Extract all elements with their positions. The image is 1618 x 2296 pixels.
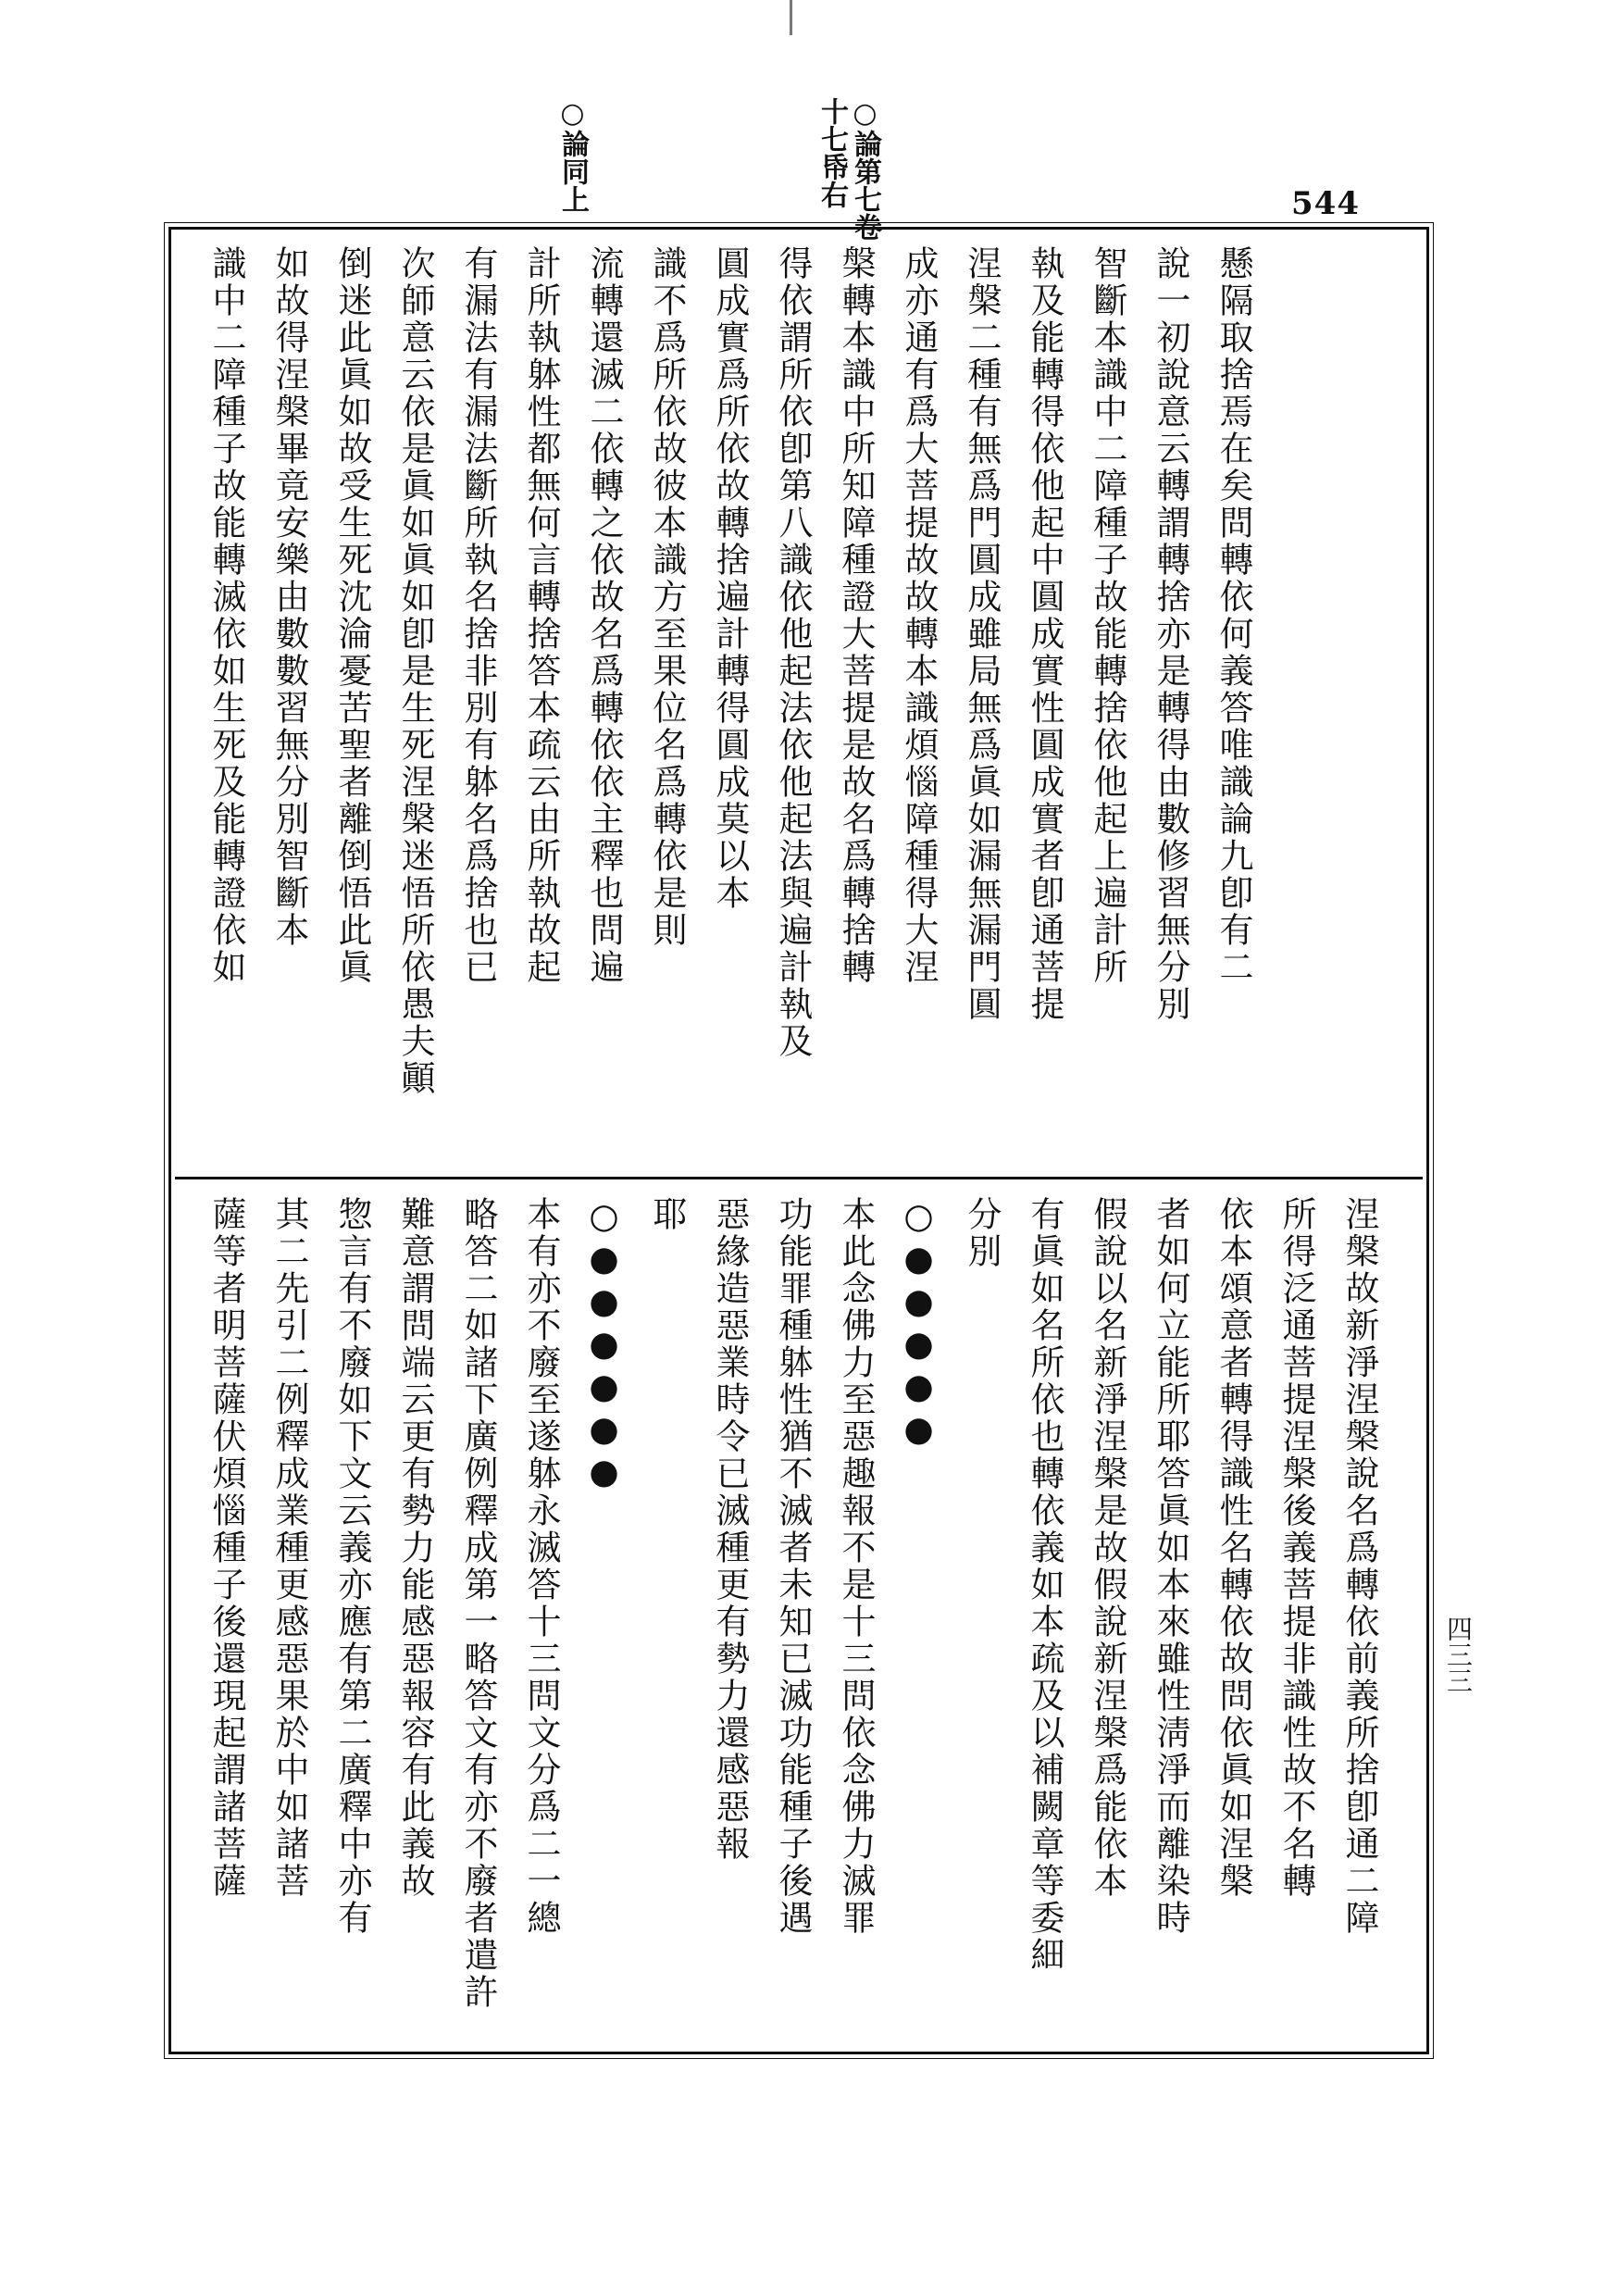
- top-text-columns: [194, 245, 1264, 1162]
- bottom-text-column: 依本頌意者轉得識性名轉依故問依眞如涅槃: [1214, 1196, 1253, 1900]
- bottom-text-column: 薩等者明菩薩伏煩惱種子後還現起謂諸菩薩: [206, 1196, 246, 1900]
- page-number: 544: [1291, 185, 1360, 222]
- bottom-text-column: ○●●●●●: [899, 1196, 939, 1452]
- top-text-column: 有漏法有漏法斷所執名捨非別有躰名爲捨也已: [458, 245, 498, 986]
- top-text-column: 如故得涅槃畢竟安樂由數數習無分別智斷本: [269, 245, 309, 949]
- top-text-column: 智斷本識中二障種子故能轉捨依他起上遍計所: [1088, 245, 1127, 986]
- scan-edge-mark: [790, 0, 792, 35]
- bottom-section: [194, 1196, 1407, 2039]
- top-text-column: 圓成實爲所依故轉捨遍計轉得圓成莫以本: [710, 245, 750, 912]
- top-text-column: 懸隔取捨焉在矣問轉依何義答唯識論九卽有二: [1214, 245, 1253, 986]
- top-text-column: 成亦通有爲大菩提故故轉本識煩惱障種得大涅: [899, 245, 939, 986]
- bottom-text-column: 惣言有不廢如下文云義亦應有第二廣釋中亦有: [332, 1196, 372, 1937]
- top-text-column: 涅槃二種有無爲門圓成雖局無爲眞如漏無漏門圓: [962, 245, 1002, 1023]
- margin-note-line: 十七帋右: [815, 97, 848, 208]
- bottom-text-column: 有眞如名所依也轉依義如本疏及以補闕章等委細: [1025, 1196, 1064, 1974]
- bottom-text-column: 假說以名新淨涅槃是故假說新涅槃爲能依本: [1088, 1196, 1127, 1900]
- top-text-column: 識中二障種子故能轉滅依如生死及能轉證依如: [206, 245, 246, 986]
- top-text-column: 倒迷此眞如故受生死沈淪憂苦聖者離倒悟此眞: [332, 245, 372, 986]
- bottom-text-column: 本有亦不廢至遂躰永滅答十三問文分爲二一總: [521, 1196, 561, 1937]
- top-text-column: 次師意云依是眞如眞如卽是生死涅槃迷悟所依愚夫顚: [395, 245, 435, 1097]
- bottom-text-column: 分別: [962, 1196, 1002, 1270]
- bottom-text-column: 惡緣造惡業時令已滅種更有勢力還感惡報: [710, 1196, 750, 1863]
- bottom-text-column: 本此念佛力至惡趣報不是十三問依念佛力滅罪: [836, 1196, 876, 1937]
- bottom-text-column: 涅槃故新淨涅槃說名爲轉依前義所捨卽通二障: [1339, 1196, 1379, 1937]
- section-divider: [175, 1177, 1423, 1179]
- bottom-text-column: 耶: [647, 1196, 687, 1233]
- bottom-text-column: 難意謂問端云更有勢力能感惡報容有此義故: [395, 1196, 435, 1900]
- top-text-column: 識不爲所依故彼本識方至果位名爲轉依是則: [647, 245, 687, 949]
- top-text-column: 得依謂所依卽第八識依他起法依他起法與遍計執及: [773, 245, 813, 1060]
- top-text-column: 槃轉本識中所知障種證大菩提是故名爲轉捨轉: [836, 245, 876, 986]
- margin-note-line: ○論同上: [556, 97, 589, 213]
- margin-note-1: [815, 97, 881, 241]
- bottom-text-columns: [194, 1196, 1390, 2039]
- bottom-text-column: 其二先引二例釋成業種更感惡果於中如諸菩: [269, 1196, 309, 1900]
- top-text-column: 執及能轉得依他起中圓成實性圓成實者卽通菩提: [1025, 245, 1064, 1023]
- margin-note-2: [555, 97, 589, 213]
- top-section: [194, 245, 1407, 1162]
- top-text-column: 流轉還滅二依轉之依故名爲轉依依主釋也問遍: [584, 245, 624, 986]
- margin-note-line: ○論第七卷: [849, 97, 881, 241]
- top-text-column: 說一初說意云轉謂轉捨亦是轉得由數修習無分別: [1151, 245, 1190, 1023]
- top-text-column: 計所執躰性都無何言轉捨答本疏云由所執故起: [521, 245, 561, 986]
- bottom-text-column: 者如何立能所耶答眞如本來雖性淸淨而離染時: [1151, 1196, 1190, 1937]
- side-folio-label: 四三三: [1443, 1616, 1474, 1693]
- bottom-text-column: ○●●●●●●: [584, 1196, 624, 1494]
- bottom-text-column: 功能罪種躰性猶不滅者未知已滅功能種子後遇: [773, 1196, 813, 1937]
- bottom-text-column: 略答二如諸下廣例釋成第一略答文有亦不廢者遣許: [458, 1196, 498, 2011]
- bottom-text-column: 所得泛通菩提涅槃後義菩提非識性故不名轉: [1276, 1196, 1316, 1900]
